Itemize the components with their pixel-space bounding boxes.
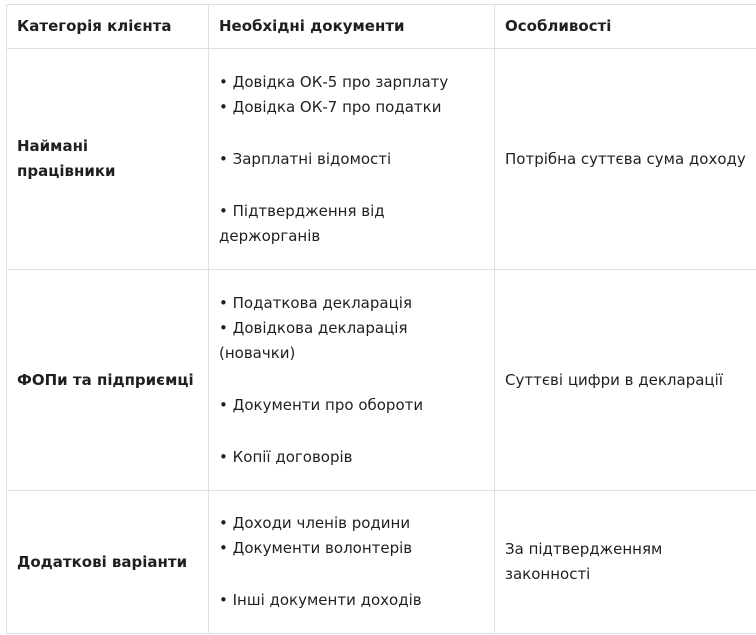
document-item: • Документи волонтерів bbox=[219, 539, 413, 557]
notes-cell bbox=[495, 491, 756, 634]
notes-line: Суттєві цифри в декларації bbox=[505, 370, 723, 389]
category-cell bbox=[7, 491, 209, 634]
header-client-category: Категорія клієнта bbox=[7, 5, 209, 49]
table-row bbox=[7, 270, 756, 491]
header-required-documents: Необхідні документи bbox=[209, 5, 495, 49]
client-documents-table bbox=[6, 4, 756, 634]
document-item: • Підтвердження від bbox=[219, 201, 385, 220]
header-features: Особливості bbox=[495, 5, 756, 49]
notes-cell bbox=[495, 270, 756, 491]
document-item: • Зарплатні відомості bbox=[219, 149, 392, 168]
notes-line: законності bbox=[505, 565, 591, 583]
document-item: держорганів bbox=[219, 226, 321, 245]
category-cell bbox=[7, 49, 209, 270]
document-item: • Довідкова декларація bbox=[219, 318, 408, 337]
notes-line: За підтвердженням bbox=[505, 540, 663, 558]
document-item: • Доходи членів родини bbox=[219, 514, 411, 532]
notes-line: Потрібна суттєва сума доходу bbox=[505, 149, 746, 168]
category-line: Додаткові варіанти bbox=[17, 552, 188, 571]
documents-cell bbox=[209, 491, 495, 634]
document-item: • Довідка ОК-5 про зарплату bbox=[219, 72, 449, 91]
document-item: • Копії договорів bbox=[219, 447, 353, 466]
document-item: • Інші документи доходів bbox=[219, 591, 422, 609]
category-cell bbox=[7, 270, 209, 491]
table-row bbox=[7, 491, 756, 634]
documents-cell bbox=[209, 49, 495, 270]
document-item: (новачки) bbox=[219, 343, 296, 362]
documents-cell bbox=[209, 270, 495, 491]
table-row bbox=[7, 49, 756, 270]
document-item: • Документи про обороти bbox=[219, 395, 424, 414]
category-line: працівники bbox=[17, 162, 116, 180]
notes-cell bbox=[495, 49, 756, 270]
document-item: • Податкова декларація bbox=[219, 293, 412, 312]
category-line: ФОПи та підприємці bbox=[17, 370, 194, 389]
document-item: • Довідка ОК-7 про податки bbox=[219, 97, 442, 116]
table-header-row bbox=[7, 5, 756, 49]
category-line: Наймані bbox=[17, 137, 89, 155]
